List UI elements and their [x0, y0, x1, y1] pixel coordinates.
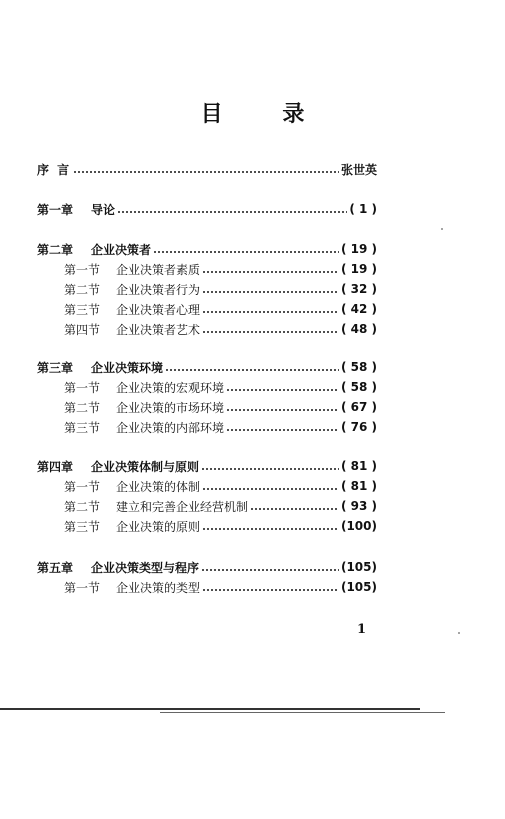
- toc-entry-title: 企业决策类型与程序: [91, 560, 200, 575]
- toc-entry-section: [64, 418, 377, 436]
- toc-entry-title: 企业决策者艺术: [116, 322, 201, 337]
- toc-entry-page: (100): [340, 519, 377, 533]
- toc-entry-label: 第一节: [64, 479, 101, 494]
- dot-leader: [226, 429, 339, 431]
- toc-entry-section: [64, 398, 377, 416]
- toc-entry-section: [64, 300, 377, 318]
- toc-entry-page: ( 48 ): [340, 322, 377, 336]
- dot-leader: [117, 211, 347, 213]
- dot-leader: [202, 291, 339, 293]
- toc-entry-title: 企业决策的宏观环境: [116, 380, 225, 395]
- dot-leader: [226, 409, 339, 411]
- toc-entry-section: [64, 497, 377, 515]
- toc-entry-chapter-5: [37, 558, 377, 576]
- toc-entry-page: (105): [340, 580, 377, 594]
- toc-entry-preface: [37, 160, 377, 178]
- toc-entry-label: 第三节: [64, 420, 101, 435]
- toc-entry-label: 第三节: [64, 519, 101, 534]
- toc-entry-title: 建立和完善企业经营机制: [116, 499, 249, 514]
- toc-entry-page: ( 19 ): [340, 242, 377, 256]
- dot-leader: [201, 468, 339, 470]
- dot-leader: [165, 369, 339, 371]
- toc-entry-label: 第四章: [37, 459, 74, 474]
- toc-entry-title: 导论: [91, 202, 116, 217]
- toc-entry-page: ( 81 ): [340, 479, 377, 493]
- toc-entry-title: 企业决策者心理: [116, 302, 201, 317]
- toc-entry-chapter-2: [37, 240, 377, 258]
- toc-entry-page: ( 42 ): [340, 302, 377, 316]
- toc-entry-label: 第二节: [64, 499, 101, 514]
- scan-speck: [458, 632, 460, 634]
- toc-entry-title: 企业决策者素质: [116, 262, 201, 277]
- toc-entry-label: 第四节: [64, 322, 101, 337]
- toc-entry-page: ( 32 ): [340, 282, 377, 296]
- dot-leader: [73, 171, 339, 173]
- toc-entry-section: [64, 517, 377, 535]
- toc-entry-title: 企业决策的体制: [116, 479, 201, 494]
- toc-entry-section: [64, 578, 377, 596]
- toc-entry-page: ( 93 ): [340, 499, 377, 513]
- scan-edge-line: [0, 708, 420, 710]
- toc-entry-title: 企业决策者行为: [116, 282, 201, 297]
- toc-entry-title: 企业决策者: [91, 242, 152, 257]
- toc-entry-title: 企业决策的原则: [116, 519, 201, 534]
- toc-entry-title: 企业决策的类型: [116, 580, 201, 595]
- scan-edge-line: [160, 712, 445, 713]
- toc-entry-page: (105): [340, 560, 377, 574]
- dot-leader: [202, 331, 339, 333]
- toc-entry-section: [64, 477, 377, 495]
- toc-entry-section: [64, 280, 377, 298]
- dot-leader: [202, 528, 339, 530]
- toc-entry-chapter-3: [37, 358, 377, 376]
- toc-entry-label: 第二章: [37, 242, 74, 257]
- toc-entry-label: 第一章: [37, 202, 74, 217]
- dot-leader: [153, 251, 339, 253]
- toc-entry-section: [64, 320, 377, 338]
- toc-entry-label: 第二节: [64, 400, 101, 415]
- toc-entry-label: 第三章: [37, 360, 74, 375]
- toc-entry-page: ( 1 ): [349, 202, 377, 216]
- dot-leader: [202, 311, 339, 313]
- toc-entry-title: 企业决策的内部环境: [116, 420, 225, 435]
- toc-entry-chapter-4: [37, 457, 377, 475]
- toc-entry-label: 第五章: [37, 560, 74, 575]
- dot-leader: [202, 488, 339, 490]
- toc-entry-page: ( 19 ): [340, 262, 377, 276]
- toc-entry-label: 序 言: [37, 162, 72, 177]
- toc-entry-label: 第一节: [64, 580, 101, 595]
- toc-entry-label: 第三节: [64, 302, 101, 317]
- toc-entry-section: [64, 260, 377, 278]
- dot-leader: [226, 389, 339, 391]
- toc-entry-page: ( 58 ): [340, 360, 377, 374]
- toc-entry-page: 张世英: [340, 162, 377, 177]
- toc-entry-section: [64, 378, 377, 396]
- toc-entry-title: 企业决策的市场环境: [116, 400, 225, 415]
- toc-entry-page: ( 67 ): [340, 400, 377, 414]
- toc-entry-title: 企业决策体制与原则: [91, 459, 200, 474]
- dot-leader: [250, 508, 339, 510]
- toc-entry-page: ( 81 ): [340, 459, 377, 473]
- dot-leader: [202, 271, 339, 273]
- scan-speck: [441, 228, 443, 230]
- dot-leader: [201, 569, 339, 571]
- toc-entry-page: ( 76 ): [340, 420, 377, 434]
- page-title: 目 录: [200, 102, 331, 127]
- toc-entry-chapter-1: [37, 200, 377, 218]
- toc-entry-label: 第二节: [64, 282, 101, 297]
- dot-leader: [202, 589, 339, 591]
- toc-entry-page: ( 58 ): [340, 380, 377, 394]
- page-number: 1: [357, 622, 367, 637]
- toc-entry-title: 企业决策环境: [91, 360, 164, 375]
- toc-entry-label: 第一节: [64, 380, 101, 395]
- toc-entry-label: 第一节: [64, 262, 101, 277]
